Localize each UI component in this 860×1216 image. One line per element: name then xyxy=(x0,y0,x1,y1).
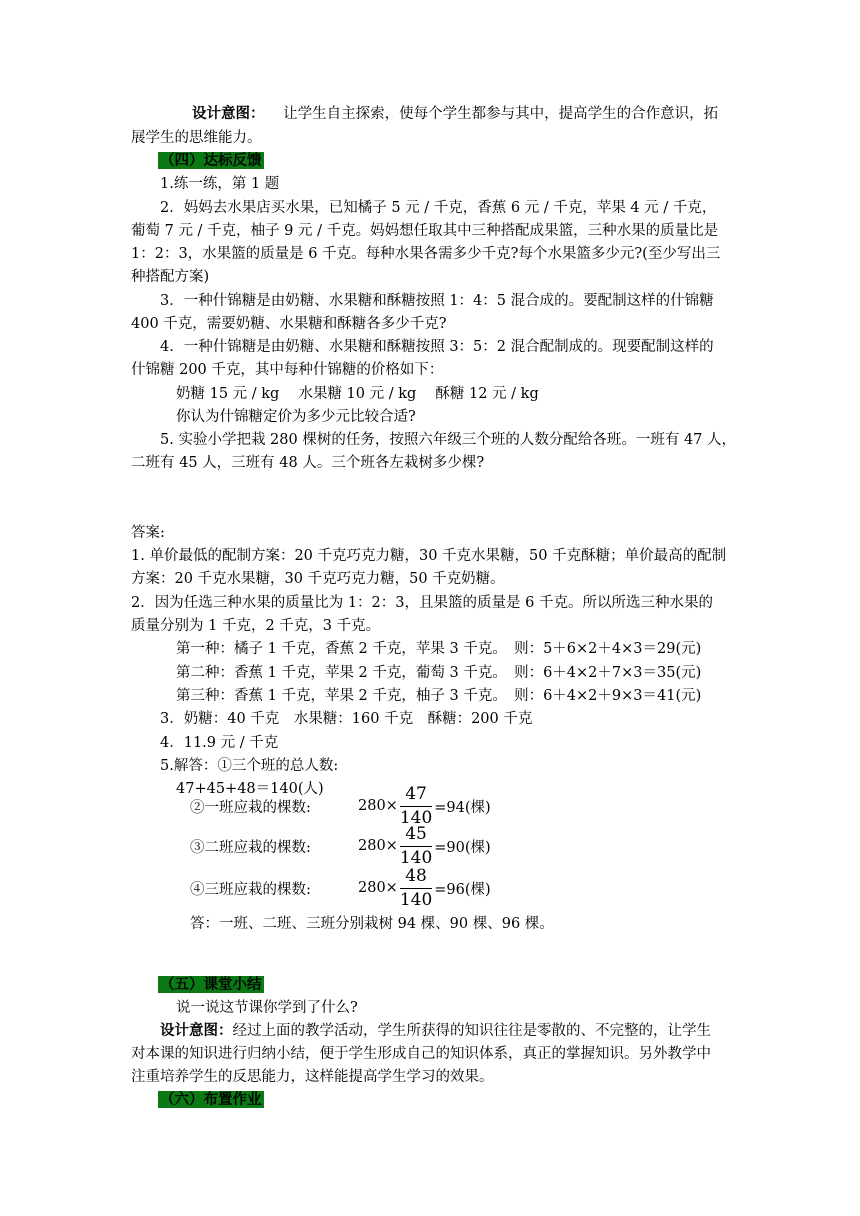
section-heading-4 xyxy=(158,151,264,171)
answer-2-line: 质量分别为 1 千克，2 千克，3 千克。 xyxy=(131,618,381,634)
calc-multiplier: 280× xyxy=(358,880,398,896)
fraction xyxy=(399,783,433,828)
answer-1-line: 方案：20 千克水果糖，30 千克巧克力糖，50 千克奶糖。 xyxy=(131,571,505,587)
summary-question: 说一说这节课你学到了什么? xyxy=(176,1000,358,1016)
design-intent-paragraph-1 xyxy=(192,104,718,124)
section-heading-5-label: （五）课堂小结 xyxy=(160,976,262,993)
section-heading-4-label: （四）达标反馈 xyxy=(160,152,262,169)
section-heading-6-label: （六）布置作业 xyxy=(160,1091,262,1108)
fraction-denominator: 140 xyxy=(399,847,433,868)
exercise-5-line: 二班有 45 人，三班有 48 人。三个班各左栽树多少棵? xyxy=(131,455,485,471)
section-heading-5 xyxy=(158,975,264,995)
calc-label: ③二班应栽的棵数: xyxy=(190,839,311,856)
calc-result: =96(棵) xyxy=(434,881,491,898)
fraction xyxy=(399,865,433,910)
exercise-4-line: 什锦糖 200 千克，其中每种什锦糖的价格如下： xyxy=(131,362,444,378)
design-intent-label: 设计意图： xyxy=(192,105,265,122)
answer-2-line: 2．因为任选三种水果的质量比为 1：2：3，且果篮的质量是 6 千克。所以所选三种水果的 xyxy=(131,595,713,611)
design-intent-text-cont: 注重培养学生的反思能力，这样能提高学生学习的效果。 xyxy=(131,1069,494,1085)
exercise-4-line: 4．一种什锦糖是由奶糖、水果糖和酥糖按照 3：5：2 混合配制成的。现要配制这样的 xyxy=(160,339,714,355)
calc-row-class-2 xyxy=(190,822,491,870)
fraction-denominator: 140 xyxy=(399,889,433,910)
fraction-denominator: 140 xyxy=(399,807,433,828)
exercise-4-question: 你认为什锦糖定价为多少元比较合适? xyxy=(176,409,416,425)
answers-title: 答案: xyxy=(131,525,165,541)
design-intent-text-cont: 展学生的思维能力。 xyxy=(131,130,262,146)
answer-5-final: 答：一班、二班、三班分别栽树 94 棵、90 棵、96 棵。 xyxy=(190,916,554,932)
design-intent-paragraph-2 xyxy=(160,1021,711,1041)
fraction-numerator: 47 xyxy=(400,786,432,807)
design-intent-text: 经过上面的教学活动，学生所获得的知识往往是零散的、不完整的，让学生 xyxy=(232,1023,711,1039)
answer-3: 3．奶糖：40 千克 水果糖：160 千克 酥糖：200 千克 xyxy=(160,711,533,727)
answer-5-title: 5.解答：①三个班的总人数: xyxy=(160,758,339,774)
exercise-2-line: 种搭配方案) xyxy=(131,269,210,285)
calc-result: =90(棵) xyxy=(434,839,491,856)
design-intent-label: 设计意图： xyxy=(160,1022,233,1039)
exercise-2-line: 葡萄 7 元 / 千克，柚子 9 元 / 千克。妈妈想任取其中三种搭配成果篮，三种水果的质量比是 xyxy=(131,223,719,239)
section-heading-6 xyxy=(158,1090,264,1110)
answer-2-combo: 第二种：香蕉 1 千克，苹果 2 千克，葡萄 3 千克。 则：6＋4×2＋7×3＝35(元) xyxy=(176,665,702,681)
exercise-1: 1.练一练，第 1 题 xyxy=(160,176,280,192)
exercise-3-line: 3．一种什锦糖是由奶糖、水果糖和酥糖按照 1：4：5 混合成的。要配制这样的什锦糖 xyxy=(160,293,714,309)
candy-price-list: 奶糖 15 元 / kg 水果糖 10 元 / kg 酥糖 12 元 / kg xyxy=(176,386,539,402)
calc-multiplier: 280× xyxy=(358,838,398,854)
exercise-3-line: 400 千克，需要奶糖、水果糖和酥糖各多少千克? xyxy=(131,316,447,332)
answer-4: 4．11.9 元 / 千克 xyxy=(160,735,279,751)
design-intent-text: 让学生自主探索，使每个学生都参与其中，提高学生的合作意识，拓 xyxy=(283,106,719,122)
exercise-2-line: 1：2：3，水果篮的质量是 6 千克。每种水果各需多少千克?每个水果篮多少元?(至少写出三 xyxy=(131,246,721,262)
fraction-numerator: 48 xyxy=(400,868,432,889)
answer-5-total: 47+45+48＝140(人) xyxy=(176,781,324,797)
answer-2-combo: 第三种：香蕉 1 千克，苹果 2 千克，柚子 3 千克。 则：6＋4×2＋9×3＝41(元) xyxy=(176,688,702,704)
calc-label: ④三班应栽的棵数: xyxy=(190,881,311,898)
fraction-numerator: 45 xyxy=(400,826,432,847)
fraction xyxy=(399,823,433,868)
calc-label: ②一班应栽的棵数: xyxy=(190,799,311,816)
answer-1-line: 1. 单价最低的配制方案：20 千克巧克力糖，30 千克水果糖，50 千克酥糖；单价最高的配制 xyxy=(131,548,727,564)
exercise-5-line: 5. 实验小学把栽 280 棵树的任务，按照六年级三个班的人数分配给各班。一班有 47 人， xyxy=(160,432,737,448)
design-intent-text-cont: 对本课的知识进行归纳小结，便于学生形成自己的知识体系，真正的掌握知识。另外教学中 xyxy=(131,1046,711,1062)
calc-result: =94(棵) xyxy=(434,799,491,816)
exercise-2-line: 2．妈妈去水果店买水果，已知橘子 5 元 / 千克，香蕉 6 元 / 千克，苹果 4 元 / 千克， xyxy=(160,200,717,216)
calc-multiplier: 280× xyxy=(358,798,398,814)
calc-row-class-3 xyxy=(190,864,491,912)
answer-2-combo: 第一种：橘子 1 千克，香蕉 2 千克，苹果 3 千克。 则：5＋6×2＋4×3＝29(元) xyxy=(176,641,702,657)
